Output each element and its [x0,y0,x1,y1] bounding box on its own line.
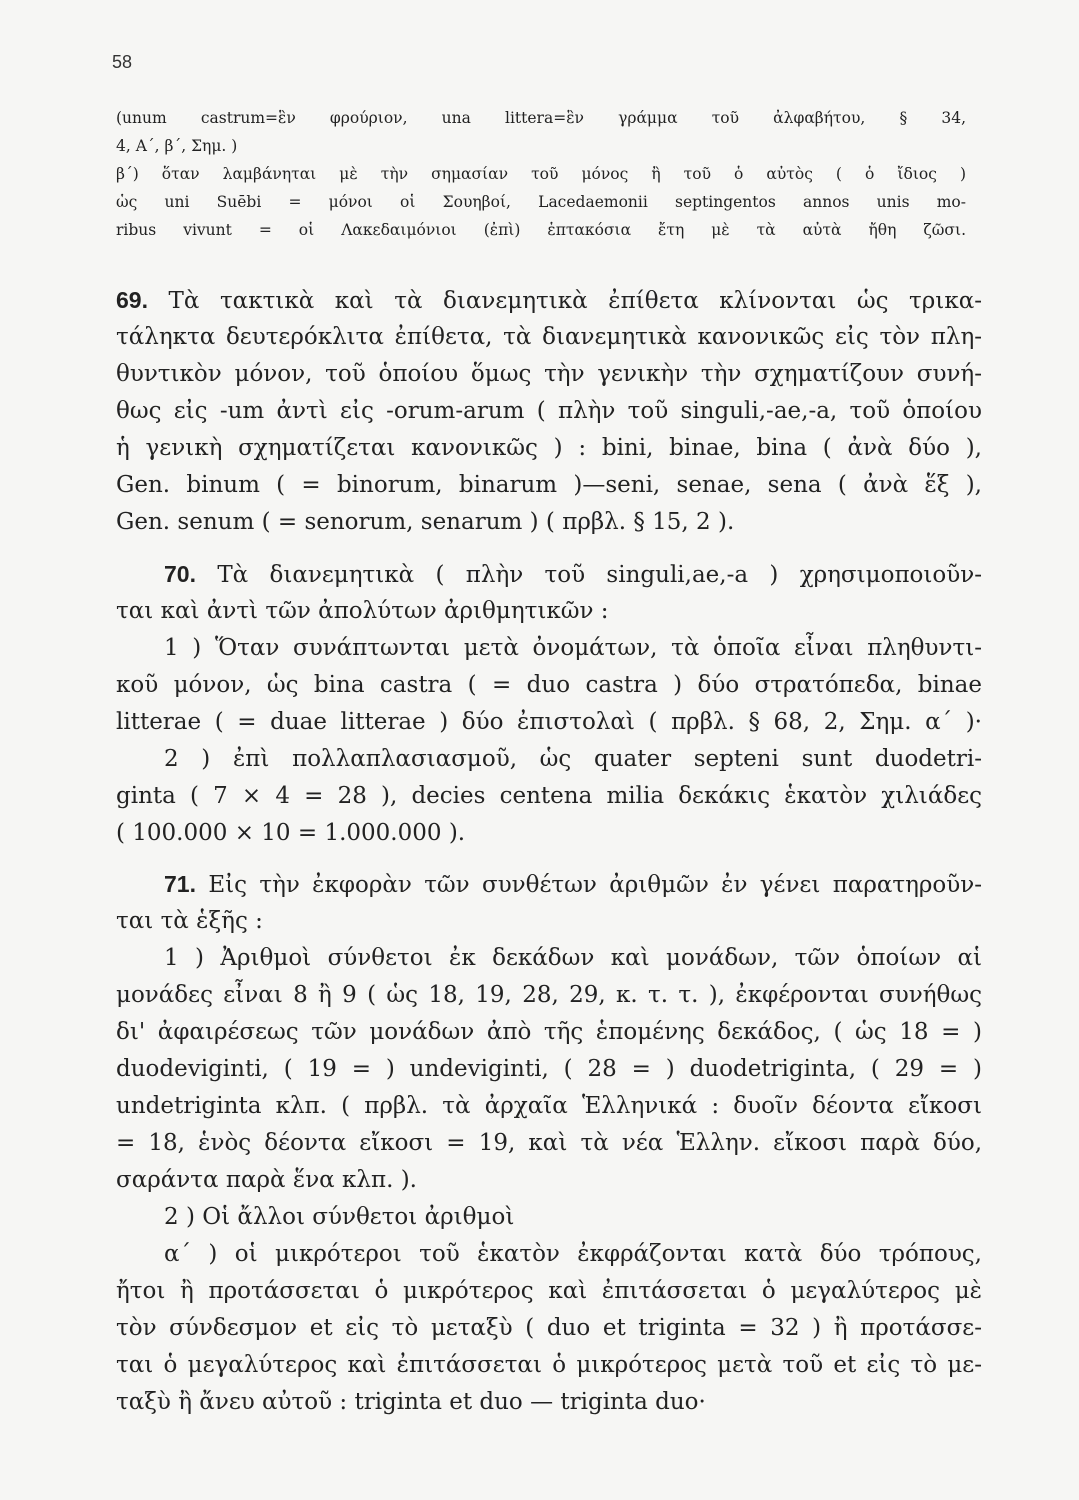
text-line: θυντικὸν μόνον, τοῦ ὁποίου ὅμως τὴν γενικὴν τὴν σχηματίζουν συνή- [116,361,982,387]
text-line: τάληκτα δευτερόκλιτα ἐπίθετα, τὰ διανεμητικὰ κανονικῶς εἰς τὸν πλη- [116,324,982,350]
text-line: ἡ γενικὴ σχηματίζεται κανονικῶς ) : bini, binae, bina ( ἀνὰ δύο ), [116,435,982,461]
text-line: 1 ) Ὅταν συνάπτωνται μετὰ ὀνομάτων, τὰ ὁποῖα εἶναι πληθυντι- [164,635,982,661]
text-line: ὡς uni Suēbi = μόνοι οἱ Σουηβοί, Lacedaemonii septingentos annos unis mo- [116,193,966,211]
text-line: duodeviginti, ( 19 = ) undeviginti, ( 28 = ) duodetriginta, ( 29 = ) [116,1056,982,1082]
text-line: Τὰ τακτικὰ καὶ τὰ διανεμητικὰ ἐπίθετα κλίνονται ὡς τρικα- [168,288,982,314]
text-line: θως εἰς -um ἀντὶ εἰς -orum-arum ( πλὴν τοῦ singuli,-ae,-a, τοῦ ὁποίου [116,398,982,424]
text-line: (unum castrum=ἓν φρούριον, una littera=ἓν γράμμα τοῦ ἀλφαβήτου, § 34, [116,109,966,127]
text-line: μονάδες εἶναι 8 ἢ 9 ( ὡς 18, 19, 28, 29, κ. τ. τ. ), ἐκφέρονται συνήθως [116,982,982,1008]
text-line: Εἰς τὴν ἐκφορὰν τῶν συνθέτων ἀριθμῶν ἐν γένει παρατηροῦν- [208,872,983,898]
text-line: 2 ) ἐπὶ πολλαπλασιασμοῦ, ὡς quater septeni sunt duodetri- [164,746,982,772]
text-line: α΄ ) οἱ μικρότεροι τοῦ ἑκατὸν ἐκφράζονται κατὰ δύο τρόπους, [164,1241,982,1267]
text-line: Gen. binum ( = binorum, binarum )—seni, senae, sena ( ἀνὰ ἕξ ), [116,472,982,498]
text-line: ribus vivunt = οἱ Λακεδαιμόνιοι (ἐπὶ) ἑπτακόσια ἔτη μὲ τὰ αὐτὰ ἤθη ζῶσι. [116,221,966,239]
text-line: ται καὶ ἀντὶ τῶν ἀπολύτων ἀριθμητικῶν : [116,598,609,624]
text-line: σαράντα παρὰ ἕνα κλπ. ). [116,1167,417,1193]
text-line: ταξὺ ἢ ἄνευ αὐτοῦ : triginta et duo — triginta duo· [116,1389,706,1415]
text-line: 4, Α΄, β΄, Σημ. ) [116,137,238,155]
text-line: = 18, ἑνὸς δέοντα εἴκοσι = 19, καὶ τὰ νέα Ἑλλην. εἴκοσι παρὰ δύο, [116,1130,982,1156]
paragraph-69-first-line [116,282,982,320]
text-line: 2 ) Οἱ ἄλλοι σύνθετοι ἀριθμοὶ [164,1204,515,1230]
text-line: ἤτοι ἢ προτάσσεται ὁ μικρότερος καὶ ἐπιτάσσεται ὁ μεγαλύτερος μὲ [116,1278,982,1304]
text-line: δι' ἀφαιρέσεως τῶν μονάδων ἀπὸ τῆς ἑπομένης δεκάδος, ( ὡς 18 = ) [116,1019,982,1045]
text-line: ται τὰ ἑξῆς : [116,908,263,934]
text-line: ται ὁ μεγαλύτερος καὶ ἐπιτάσσεται ὁ μικρότερος μετὰ τοῦ et εἰς τὸ με- [116,1352,982,1378]
text-line: undetriginta κλπ. ( πρβλ. τὰ ἀρχαῖα Ἑλληνικά : δυοῖν δέοντα εἴκοσι [116,1093,982,1119]
text-line: ginta ( 7 × 4 = 28 ), decies centena milia δεκάκις ἑκατὸν χιλιάδες [116,783,982,809]
paragraph-70-first-line [116,556,982,594]
section-number: 69. [116,287,148,313]
section-number: 71. [164,871,196,897]
text-line: ( 100.000 × 10 = 1.000.000 ). [116,820,466,846]
page-number: 58 [112,52,133,72]
text-line: 1 ) Ἀριθμοὶ σύνθετοι ἐκ δεκάδων καὶ μονάδων, τῶν ὁποίων αἱ [164,945,982,971]
text-line: β΄) ὅταν λαμβάνηται μὲ τὴν σημασίαν τοῦ μόνος ἢ τοῦ ὁ αὐτὸς ( ὁ ἴδιος ) [116,165,966,183]
text-line: Τὰ διανεμητικὰ ( πλὴν τοῦ singuli,ae,-a ) χρησιμοποιοῦν- [217,562,983,588]
paragraph-71-first-line [116,866,982,904]
text-line: Gen. senum ( = senorum, senarum ) ( πρβλ. § 15, 2 ). [116,509,735,535]
text-line: κοῦ μόνον, ὡς bina castra ( = duo castra ) δύο στρατόπεδα, binae [116,672,982,698]
section-number: 70. [164,561,196,587]
text-line: litterae ( = duae litterae ) δύο ἐπιστολαὶ ( πρβλ. § 68, 2, Σημ. α΄ )· [116,709,982,735]
text-line: τὸν σύνδεσμον et εἰς τὸ μεταξὺ ( duo et triginta = 32 ) ἢ προτάσσε- [116,1315,982,1341]
